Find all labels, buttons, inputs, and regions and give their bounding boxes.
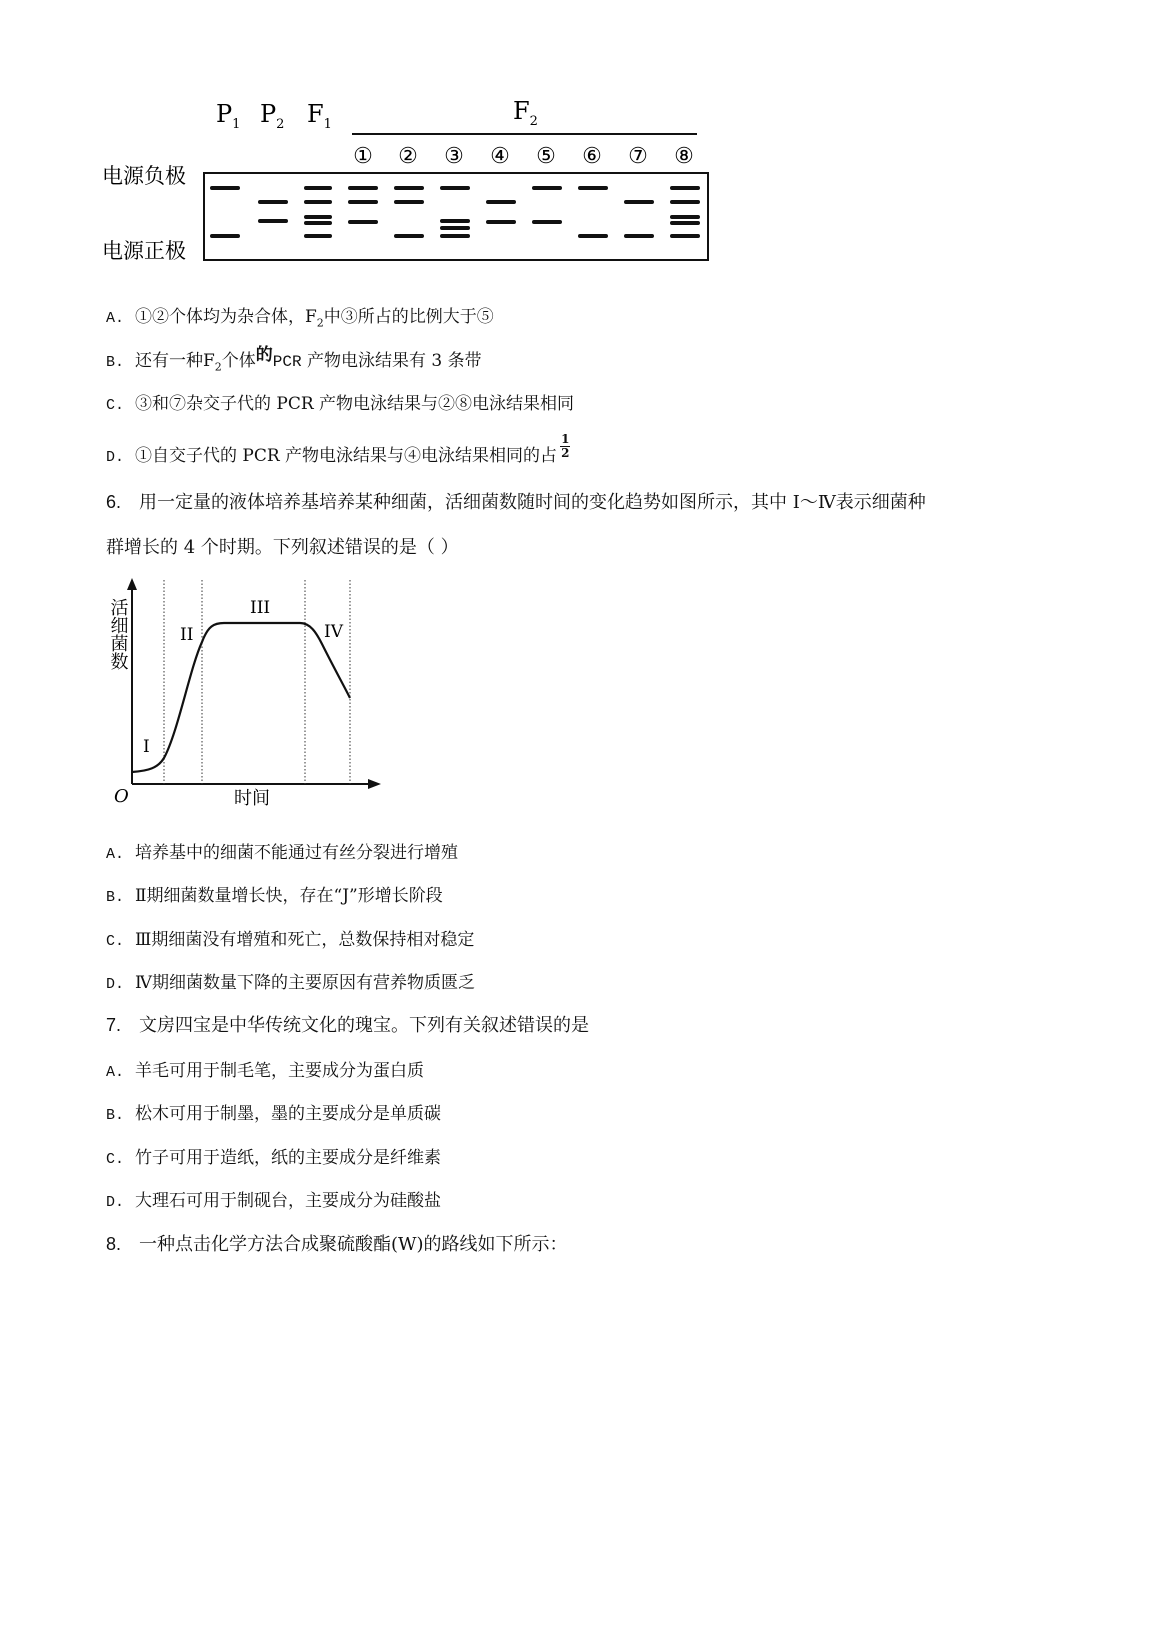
q8-stem: 8. 一种点击化学方法合成聚硫酸酯(W)的路线如下所示： (106, 1234, 568, 1255)
gel-electrophoresis-figure (100, 95, 720, 275)
negative-electrode-label: 电源负极 (102, 164, 186, 188)
option-letter: D. (106, 449, 125, 466)
fraction-one-half: $\frac{1}{2}$ (561, 432, 570, 460)
q7-option-d: D. 大理石可用于制砚台，主要成分为硅酸盐 (106, 1191, 441, 1211)
lane-label-p1: $P_1$ (216, 100, 241, 132)
option-letter: A. (106, 310, 125, 327)
x-axis-label: 时间 (234, 788, 270, 809)
option-letter: B. (106, 354, 125, 371)
q6-option-a: A. 培养基中的细菌不能通过有丝分裂进行增殖 (106, 843, 458, 863)
lane-number-3: ③ (444, 144, 464, 169)
lane-number-8: ⑧ (674, 144, 694, 169)
question-number: 8. (106, 1234, 122, 1254)
option-letter: D. (106, 1194, 125, 1211)
q5-option-a: A. ①②个体均为杂合体，$F_2$中③所占的比例大于⑤ (106, 307, 494, 330)
bacterial-growth-chart (100, 572, 400, 817)
lane-number-2: ② (398, 144, 418, 169)
lane-label-f2: $F_2$ (513, 97, 538, 129)
phase-label-ii: II (180, 625, 194, 645)
option-letter: D. (106, 976, 125, 993)
lane-label-p2: $P_2$ (260, 100, 285, 132)
q6-stem-line1: 6. 用一定量的液体培养基培养某种细菌，活细菌数随时间的变化趋势如图所示，其中 Ⅰ～Ⅳ表示细菌种 (106, 492, 926, 513)
phase-label-i: I (143, 737, 150, 757)
lane-number-6: ⑥ (582, 144, 602, 169)
lane-label-f1: $F_1$ (307, 100, 332, 132)
phase-label-iv: IV (324, 622, 343, 642)
question-number: 7. (106, 1015, 122, 1035)
q5-option-d: D. ①自交子代的 PCR 产物电泳结果与④电泳结果相同的占 $\frac{1}{2}$ (106, 432, 570, 466)
q7-option-b: B. 松木可用于制墨，墨的主要成分是单质碳 (106, 1104, 441, 1124)
q6-option-b: B. Ⅱ期细菌数量增长快，存在“J”形增长阶段 (106, 886, 443, 906)
phase-label-iii: III (250, 598, 271, 618)
q7-option-c: C. 竹子可用于造纸，纸的主要成分是纤维素 (106, 1148, 441, 1168)
question-number: 6. (106, 492, 122, 512)
q6-option-c: C. Ⅲ期细菌没有增殖和死亡，总数保持相对稳定 (106, 930, 475, 950)
gel-bands (212, 188, 698, 236)
option-letter: C. (106, 397, 125, 414)
option-letter: B. (106, 889, 125, 906)
positive-electrode-label: 电源正极 (102, 239, 186, 263)
growth-curve (132, 623, 350, 772)
q5-option-c: C. ③和⑦杂交子代的 PCR 产物电泳结果与②⑧电泳结果相同 (106, 394, 575, 414)
option-letter: A. (106, 1064, 125, 1081)
q7-stem: 7. 文房四宝是中华传统文化的瑰宝。下列有关叙述错误的是 (106, 1015, 589, 1036)
lane-number-1: ① (353, 144, 373, 169)
option-letter: A. (106, 846, 125, 863)
x-axis-arrow (368, 779, 381, 789)
lane-number-5: ⑤ (536, 144, 556, 169)
y-axis-label: 活细菌数 (107, 598, 129, 670)
option-letter: B. (106, 1107, 125, 1124)
q6-option-d: D. Ⅳ期细菌数量下降的主要原因有营养物质匮乏 (106, 973, 475, 993)
lane-number-7: ⑦ (628, 144, 648, 169)
q5-option-b: B. 还有一种$F_2$个体的PCR 产物电泳结果有 3 条带 (106, 345, 482, 374)
q7-option-a: A. 羊毛可用于制毛笔，主要成分为蛋白质 (106, 1061, 424, 1081)
lane-number-4: ④ (490, 144, 510, 169)
option-letter: C. (106, 933, 125, 950)
q6-stem-line2: 群增长的 4 个时期。下列叙述错误的是（ ） (106, 537, 459, 558)
y-axis-arrow (127, 578, 137, 590)
option-letter: C. (106, 1151, 125, 1168)
origin-label: O (114, 786, 129, 807)
